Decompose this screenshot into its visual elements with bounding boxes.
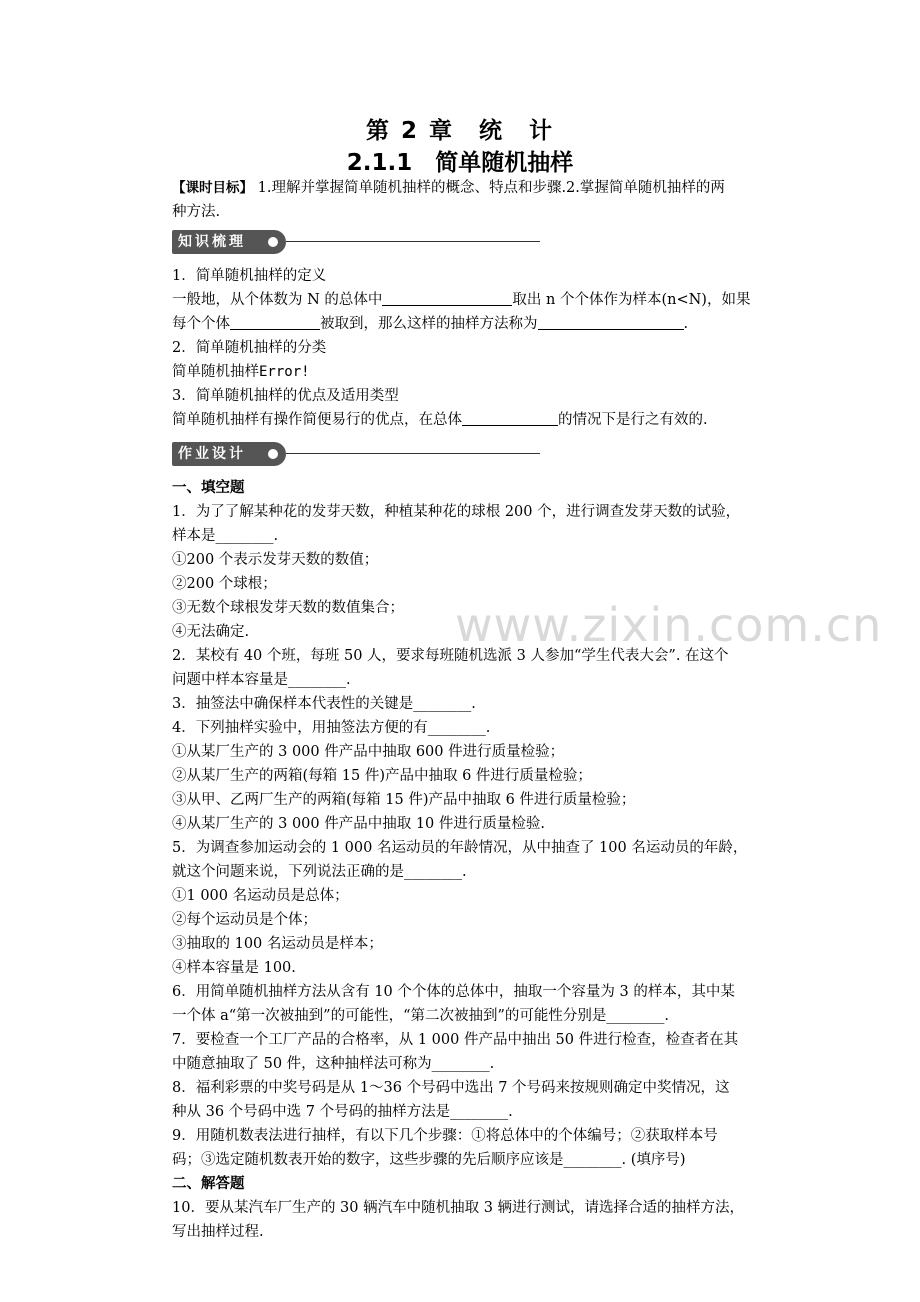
question-5-option-2: ②每个运动员是个体； (172, 912, 317, 928)
knowledge-3-text-a: 简单随机抽样有操作简便易行的优点，在总体 (172, 412, 462, 428)
blank-field (538, 313, 684, 330)
blank-field (462, 409, 558, 426)
knowledge-1-text-b: 取出 n 个个体作为样本(n<N)，如果 (512, 292, 751, 308)
goal-text-2: 种方法. (172, 204, 221, 220)
document-body (172, 176, 784, 1244)
goal-text-1: 1.理解并掌握简单随机抽样的概念、特点和步骤.2.掌握简单随机抽样的两 (257, 180, 725, 196)
knowledge-1-text-c: 每个个体 (172, 316, 230, 332)
lesson-goal (172, 176, 784, 200)
knowledge-1-line-1 (172, 288, 784, 312)
watermark: www.zixin.com.cn (455, 598, 883, 652)
question-1-line-2: 样本是________. (172, 528, 279, 544)
question-1-option-3: ③无数个球根发芽天数的数值集合； (172, 600, 404, 616)
banner-rule (286, 453, 540, 454)
knowledge-3-line (172, 408, 784, 432)
question-2-line-2: 问题中样本容量是________. (172, 672, 351, 688)
knowledge-2-text: 简单随机抽样 (172, 364, 259, 380)
goal-tag: 【课时目标】 (172, 180, 253, 196)
knowledge-1-text-d: 被取到，那么这样的抽样方法称为 (320, 316, 538, 332)
question-10-line-2: 写出抽样过程. (172, 1224, 264, 1240)
question-4-option-2: ②从某厂生产的两箱(每箱 15 件)产品中抽取 6 件进行质量检验； (172, 768, 592, 784)
question-1-line-1: 1．为了了解某种花的发芽天数，种植某种花的球根 200 个，进行调查发芽天数的试验， (172, 504, 741, 520)
question-5-line-1: 5．为调查参加运动会的 1 000 名运动员的年龄情况，从中抽查了 100 名运动员的年龄， (172, 840, 748, 856)
question-6-line-2: 一个体 a“第一次被抽到”的可能性，“第二次被抽到”的可能性分别是________. (172, 1008, 670, 1024)
knowledge-1-title: 1．简单随机抽样的定义 (172, 268, 327, 284)
knowledge-2-line (172, 360, 784, 384)
knowledge-3-title: 3．简单随机抽样的优点及适用类型 (172, 388, 399, 404)
question-5-option-4: ④样本容量是 100. (172, 960, 296, 976)
banner-dot-icon (268, 237, 278, 247)
section-title: 2.1.1 简单随机抽样 (346, 150, 574, 176)
chapter-title: 第 2 章 统 计 (365, 118, 555, 144)
knowledge-2-title: 2．简单随机抽样的分类 (172, 340, 327, 356)
question-7-line-1: 7．要检查一个工厂产品的合格率，从 1 000 件产品中抽出 50 件进行检查，检查者在其 (172, 1032, 739, 1048)
section-answer: 二、解答题 (172, 1176, 245, 1192)
banner-homework (172, 442, 544, 466)
question-3: 3．抽签法中确保样本代表性的关键是________. (172, 696, 476, 712)
question-4-option-1: ①从某厂生产的 3 000 件产品中抽取 600 件进行质量检验； (172, 744, 565, 760)
knowledge-3-text-b: 的情况下是行之有效的. (558, 412, 708, 428)
question-5-option-3: ③抽取的 100 名运动员是样本； (172, 936, 383, 952)
question-7-line-2: 中随意抽取了 50 件，这种抽样法可称为________. (172, 1056, 495, 1072)
question-8-line-1: 8．福利彩票的中奖号码是从 1～36 个号码中选出 7 个号码来按规则确定中奖情况，这 (172, 1080, 730, 1096)
knowledge-1-text-a: 一般地，从个体数为 N 的总体中 (172, 292, 383, 308)
question-6-line-1: 6．用简单随机抽样方法从含有 10 个个体的总体中，抽取一个容量为 3 的样本，其中某 (172, 984, 735, 1000)
blank-field (382, 289, 512, 306)
section-fill-in: 一、填空题 (172, 480, 245, 496)
banner-dot-icon (268, 449, 278, 459)
question-1-option-2: ②200 个球根； (172, 576, 277, 592)
question-1-option-4: ④无法确定. (172, 624, 250, 640)
question-4: 4．下列抽样实验中，用抽签法方便的有________. (172, 720, 491, 736)
question-4-option-3: ③从甲、乙两厂生产的两箱(每箱 15 件)产品中抽取 6 件进行质量检验； (172, 792, 636, 808)
question-2-line-1: 2．某校有 40 个班，每班 50 人，要求每班随机选派 3 人参加“学生代表大会”. 在这个 (172, 648, 729, 664)
question-1-option-1: ①200 个表示发芽天数的数值； (172, 552, 379, 568)
banner-knowledge-label: 知识梳理 (172, 230, 286, 254)
question-5-line-2: 就这个问题来说，下列说法正确的是________. (172, 864, 467, 880)
question-5-option-1: ①1 000 名运动员是总体； (172, 888, 349, 904)
question-10-line-1: 10．要从某汽车厂生产的 30 辆汽车中随机抽取 3 辆进行测试，请选择合适的抽样方法， (172, 1200, 745, 1216)
question-9-line-2: 码；③选定随机数表开始的数字，这些步骤的先后顺序应该是________. (填序号) (172, 1152, 686, 1168)
banner-knowledge (172, 230, 544, 254)
banner-homework-label: 作业设计 (172, 442, 286, 466)
banner-rule (286, 241, 540, 242)
error-text: Error! (259, 364, 310, 380)
blank-field (230, 313, 320, 330)
question-9-line-1: 9．用随机数表法进行抽样，有以下几个步骤：①将总体中的个体编号；②获取样本号 (172, 1128, 718, 1144)
knowledge-1-line-2 (172, 312, 784, 336)
question-8-line-2: 种从 36 个号码中选 7 个号码的抽样方法是________. (172, 1104, 513, 1120)
knowledge-1-text-e: . (683, 316, 689, 332)
question-4-option-4: ④从某厂生产的 3 000 件产品中抽取 10 件进行质量检验. (172, 816, 546, 832)
